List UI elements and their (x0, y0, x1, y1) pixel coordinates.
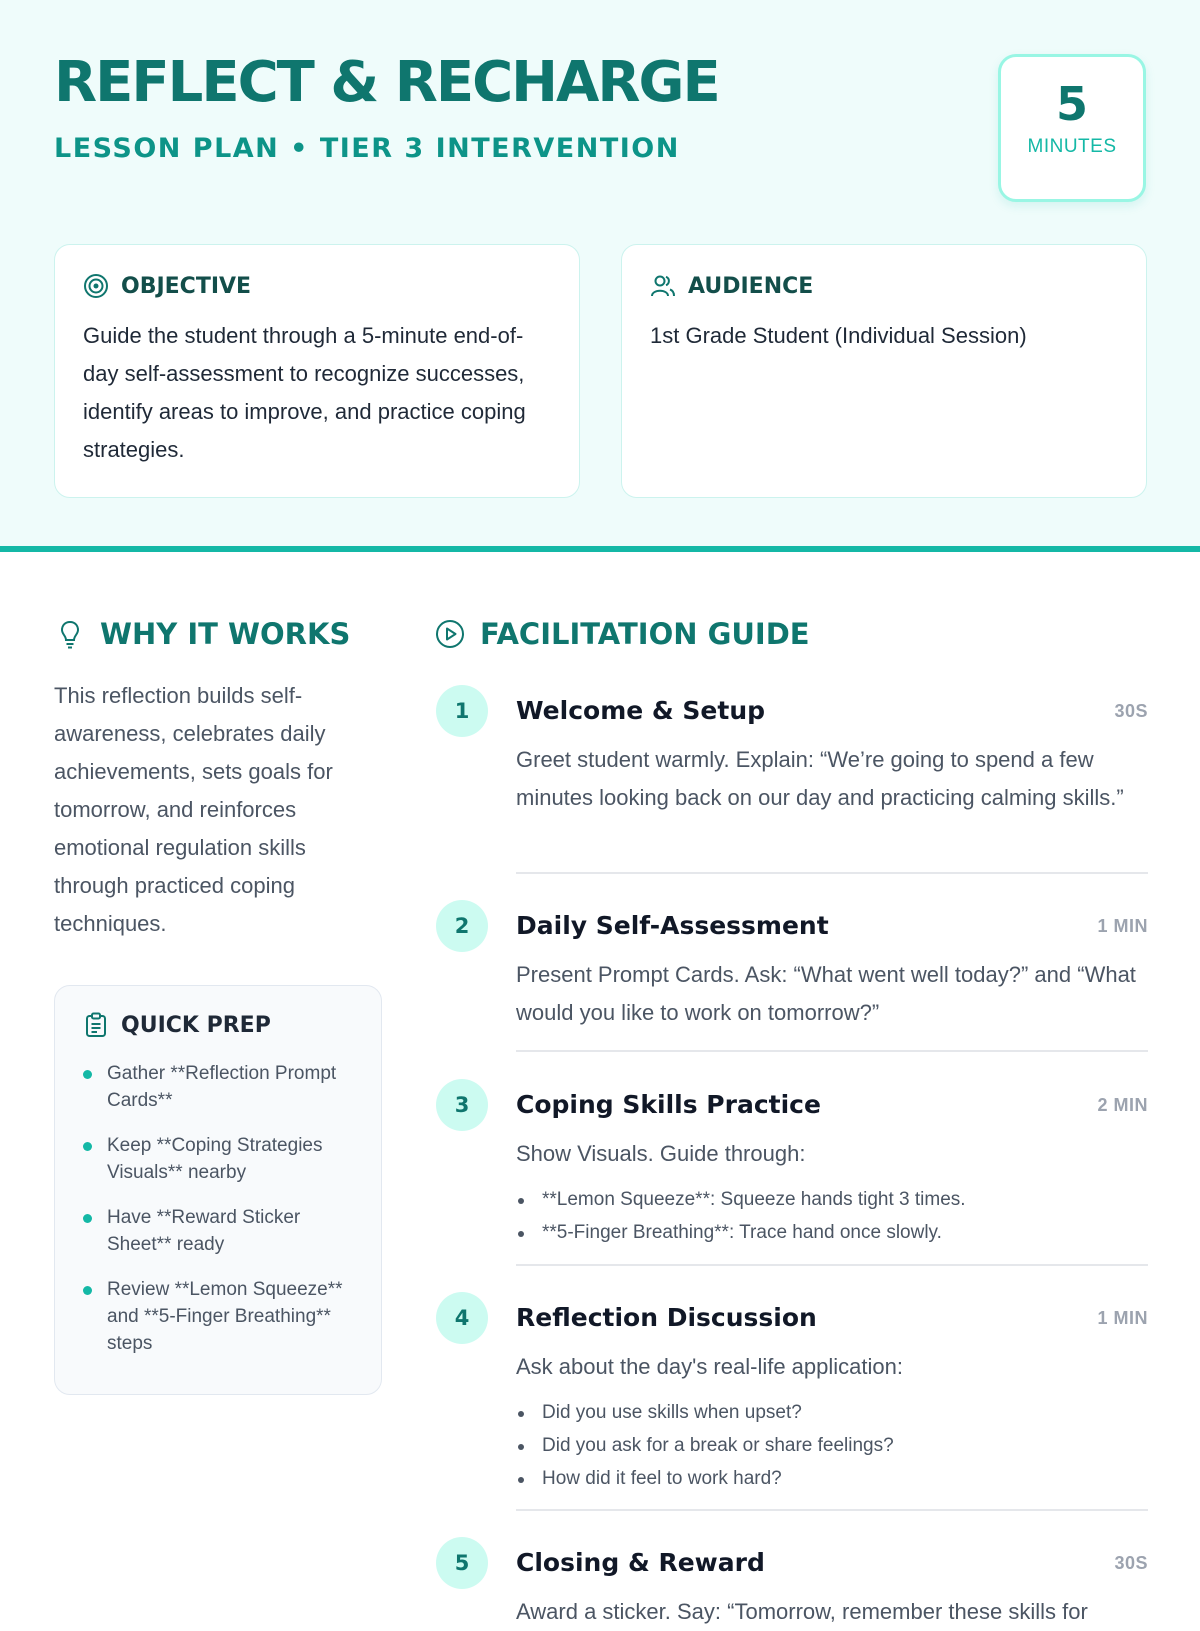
step-number: 2 (436, 900, 488, 952)
step-divider (516, 1264, 1148, 1266)
audience-title: AUDIENCE (688, 273, 814, 299)
step-bullet-list (516, 1183, 1148, 1249)
step-title: Daily Self-Assessment (516, 911, 829, 940)
bullet-dot-icon (83, 1142, 92, 1151)
step-number: 4 (436, 1292, 488, 1344)
duration-unit: MINUTES (1027, 135, 1117, 157)
step-description: Show Visuals. Guide through: (516, 1141, 806, 1166)
bullet-dot-icon (83, 1070, 92, 1079)
step-bullet (516, 1216, 1148, 1249)
page-subtitle: LESSON PLAN • TIER 3 INTERVENTION (54, 133, 680, 164)
bullet-dot-icon (518, 1444, 524, 1450)
quick-prep-box (54, 985, 382, 1395)
objective-title: OBJECTIVE (121, 273, 252, 299)
step-bullet-text: Did you ask for a break or share feelings? (542, 1435, 894, 1456)
target-icon (83, 273, 109, 299)
step-description: Present Prompt Cards. Ask: “What went well today?” and “What would you like to work on tomorrow?” (516, 962, 1136, 1025)
why-it-works-heading (54, 617, 350, 651)
why-it-works-title: WHY IT WORKS (100, 617, 351, 651)
bullet-dot-icon (518, 1411, 524, 1417)
prep-item-text: Gather **Reflection Prompt Cards** (107, 1063, 337, 1111)
page-title: REFLECT & RECHARGE (54, 50, 719, 115)
prep-item (83, 1204, 359, 1258)
step-divider (516, 872, 1148, 874)
bullet-dot-icon (83, 1286, 92, 1295)
facilitation-guide-heading (434, 617, 810, 651)
step-time: 30S (1114, 701, 1148, 721)
objective-card (54, 244, 580, 498)
step-time: 1 MIN (1097, 916, 1148, 936)
step-description: Greet student warmly. Explain: “We’re going to spend a few minutes looking back on our day and practicing calming skills.” (516, 747, 1124, 810)
step-number: 5 (436, 1537, 488, 1589)
step-divider (516, 1050, 1148, 1052)
step-bullet-text: Did you use skills when upset? (542, 1402, 802, 1423)
step-time: 30S (1114, 1553, 1148, 1573)
step-title: Coping Skills Practice (516, 1090, 821, 1119)
step-bullet (516, 1396, 1148, 1429)
objective-text: Guide the student through a 5-minute end-of-day self-assessment to recognize successes, identify areas to improve, and practice coping strategies. (83, 323, 526, 462)
step-title: Closing & Reward (516, 1548, 765, 1577)
bullet-dot-icon (518, 1231, 524, 1237)
step-bullet (516, 1183, 1148, 1216)
step-number: 1 (436, 685, 488, 737)
prep-item-text: Keep **Coping Strategies Visuals** nearby (107, 1135, 323, 1183)
quick-prep-title: QUICK PREP (121, 1012, 271, 1038)
prep-item-text: Have **Reward Sticker Sheet** ready (107, 1207, 301, 1255)
step-time: 1 MIN (1097, 1308, 1148, 1328)
step-bullet (516, 1462, 1148, 1495)
step-title: Reflection Discussion (516, 1303, 817, 1332)
step-bullet (516, 1429, 1148, 1462)
step-description: Ask about the day's real-life application: (516, 1354, 903, 1379)
bullet-dot-icon (83, 1214, 92, 1223)
prep-item-text: Review **Lemon Squeeze** and **5-Finger Breathing** steps (107, 1279, 343, 1354)
facilitation-guide-title: FACILITATION GUIDE (480, 617, 810, 651)
lesson-header (0, 0, 1200, 552)
step-title: Welcome & Setup (516, 696, 766, 725)
play-circle-icon (434, 618, 466, 650)
bullet-dot-icon (518, 1477, 524, 1483)
step-number: 3 (436, 1079, 488, 1131)
duration-badge (998, 54, 1146, 202)
prep-item (83, 1060, 359, 1114)
audience-text: 1st Grade Student (Individual Session) (650, 323, 1027, 348)
quick-prep-list (83, 1060, 359, 1357)
bullet-dot-icon (518, 1198, 524, 1204)
step-bullet-text: **Lemon Squeeze**: Squeeze hands tight 3 times. (542, 1189, 966, 1210)
audience-card (621, 244, 1147, 498)
step-time: 2 MIN (1097, 1095, 1148, 1115)
step-divider (516, 1509, 1148, 1511)
why-it-works-text: This reflection builds self-awareness, celebrates daily achievements, sets goals for tomorrow, and reinforces emotional regulation skills through practiced coping techniques. (54, 683, 333, 936)
duration-value: 5 (1055, 77, 1088, 131)
lightbulb-icon (54, 618, 86, 650)
prep-item (83, 1276, 359, 1357)
users-icon (650, 273, 676, 299)
step-bullet-text: How did it feel to work hard? (542, 1468, 782, 1489)
step-bullet-list (516, 1396, 1148, 1495)
step-bullet-text: **5-Finger Breathing**: Trace hand once slowly. (542, 1222, 942, 1243)
step-description: Award a sticker. Say: “Tomorrow, remember these skills for (516, 1599, 1088, 1624)
prep-item (83, 1132, 359, 1186)
clipboard-icon (83, 1012, 109, 1038)
